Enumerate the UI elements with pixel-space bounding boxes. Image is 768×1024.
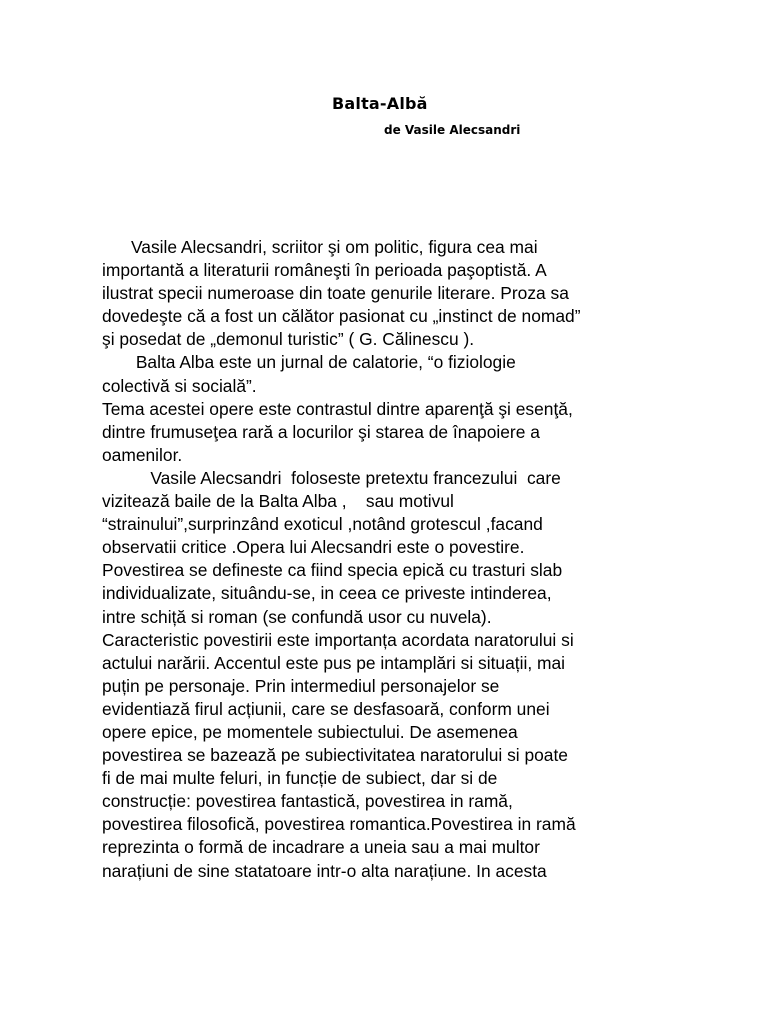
body-line: narațiuni de sine statatoare intr-o alta narațiune. In acesta: [102, 860, 547, 881]
body-line: oamenilor.: [102, 444, 183, 465]
body-line: puțin pe personaje. Prin intermediul personajelor se: [102, 675, 500, 696]
body-line: colectivă si socială”.: [102, 375, 257, 396]
body-line: şi posedat de „demonul turistic” ( G. Călinescu ).: [102, 329, 475, 350]
body-line: “strainului”,surprinzând exoticul ,notând grotescul ,facand: [102, 514, 543, 535]
document-title: Balta-Albă: [332, 94, 428, 113]
body-line: individualizate, situându-se, in ceea ce priveste intinderea,: [102, 583, 552, 604]
body-line: evidentiază firul acțiunii, care se desfasoară, conform unei: [102, 698, 550, 719]
body-line: ilustrat specii numeroase din toate genurile literare. Proza sa: [102, 283, 569, 304]
body-line: Povestirea se defineste ca fiind specia epică cu trasturi slab: [102, 560, 563, 581]
author-line: de Vasile Alecsandri: [384, 123, 521, 137]
body-line: Caracteristic povestirii este importanța acordata naratorului si: [102, 629, 574, 650]
body-text: [102, 236, 662, 883]
body-line: povestirea filosofică, povestirea romantica.Povestirea in ramă: [102, 814, 576, 835]
body-line: Tema acestei opere este contrastul dintre aparenţă şi esenţă,: [102, 398, 573, 419]
body-line: dintre frumuseţea rară a locurilor şi starea de înapoiere a: [102, 421, 540, 442]
body-line: vizitează baile de la Balta Alba , sau motivul: [102, 491, 454, 512]
body-line: povestirea se bazează pe subiectivitatea naratorului si poate: [102, 745, 568, 766]
body-line: opere epice, pe momentele subiectului. De asemenea: [102, 721, 518, 742]
body-line: intre schiță si roman (se confundă usor cu nuvela).: [102, 606, 492, 627]
body-line: fi de mai multe feluri, in funcție de subiect, dar si de: [102, 768, 498, 789]
body-line: reprezinta o formă de incadrare a uneia sau a mai multor: [102, 837, 540, 858]
body-line: construcție: povestirea fantastică, povestirea in ramă,: [102, 791, 513, 812]
body-line: Balta Alba este un jurnal de calatorie, “o fiziologie: [102, 352, 516, 373]
body-line: Vasile Alecsandri foloseste pretextu francezului care: [102, 467, 561, 488]
body-line: actului narării. Accentul este pus pe intamplări si situații, mai: [102, 652, 565, 673]
body-line: observatii critice .Opera lui Alecsandri este o povestire.: [102, 537, 525, 558]
body-line: Vasile Alecsandri, scriitor şi om politic, figura cea mai: [102, 237, 538, 257]
body-line: dovedeşte că a fost un călător pasionat cu „instinct de nomad”: [102, 306, 581, 327]
body-line: importantă a literaturii româneşti în perioada paşoptistă. A: [102, 260, 547, 281]
